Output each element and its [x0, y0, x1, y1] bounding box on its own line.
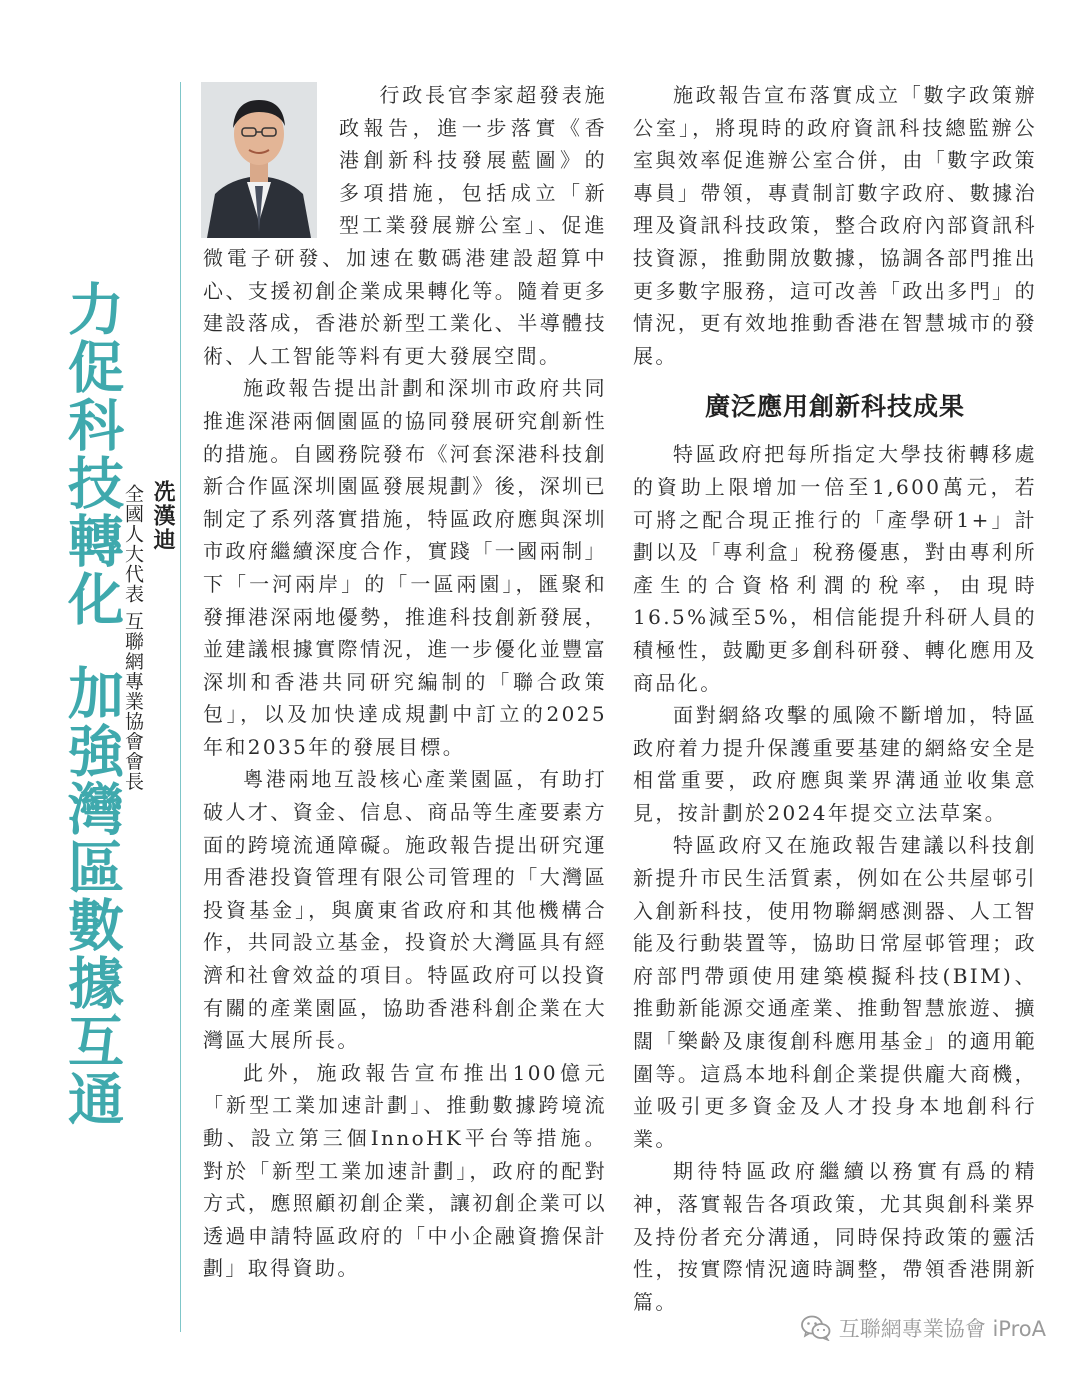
- section-subheading: 廣泛應用創新科技成果: [704, 392, 965, 422]
- paragraph: 特區政府又在施政報告建議以科技創新提升市民生活質素，例如在公共屋邨引入創新科技，使用物聯網感測器、人工智能及行動裝置等，協助日常屋邨管理；政府部門帶頭使用建築模擬科技(BIM)、推動新能源交通產業、推動智慧旅遊、擴闊「樂齡及康復創科應用基金」的適用範圍等。這爲本地科創企業提供龐大商機，並吸引更多資金及人才投身本地創科行業。: [633, 833, 1037, 1151]
- paragraph: 期待特區政府繼續以務實有爲的精神，落實報告各項政策，尤其與創科業界及持份者充分溝通，同時保持政策的靈活性，按實際情況適時調整，帶領香港開新篇。: [633, 1159, 1037, 1314]
- author-title: 全國人大代表 互聯網專業協會會長: [122, 484, 144, 792]
- watermark-text: 互聯網專業協會 iProA: [838, 1317, 1046, 1341]
- author-byline: [122, 480, 178, 960]
- article-column-2: [633, 79, 1037, 1318]
- headline-line-1: 力促科技轉化: [59, 280, 124, 628]
- column-divider-rule: [180, 82, 181, 1332]
- headline-line-2: 加強灣區數據互通: [59, 664, 124, 1128]
- paragraph: 施政報告提出計劃和深圳市政府共同推進深港兩個園區的協同發展研究創新性的措施。自國務院發布《河套深港科技創新合作區深圳園區發展規劃》後，深圳已制定了系列落實措施，特區政府應與深圳市政府繼續深度合作，實踐「一國兩制」下「一河兩岸」的「一區兩園」，匯聚和發揮港深兩地優勢，推進科技創新發展，並建議根據實際情況，進一步優化並豐富深圳和香港共同研究編制的「聯合政策包」，以及加快達成規劃中訂立的2025年和2035年的發展目標。: [203, 376, 607, 759]
- paragraph-text: 行政長官李家超發表施政報告，進一步落實《香港創新科技發展藍圖》的多項措施，包括成立「新型工業發展辦公室」、促進微電子研發、加速在數碼港建設超算中心、支援初創企業成果轉化等。隨着更多建設落成，香港於新型工業化、半導體技術、人工智能等料有更大發展空間。: [203, 83, 607, 368]
- wechat-watermark: [801, 1311, 1046, 1345]
- headline: [50, 280, 124, 1350]
- paragraph: 面對網絡攻擊的風險不斷增加，特區政府着力提升保護重要基建的網絡安全是相當重要，政府應與業界溝通並收集意見，按計劃於2024年提交立法草案。: [633, 703, 1037, 825]
- paragraph: 施政報告宣布落實成立「數字政策辦公室」，將現時的政府資訊科技總監辦公室與效率促進辦公室合併，由「數字政策專員」帶領，專責制訂數字政府、數據治理及資訊科技政策，整合政府內部資訊科技資源，推動開放數據，協調各部門推出更多數字服務，這可改善「政出多門」的情況，更有效地推動香港在智慧城市的發展。: [633, 83, 1037, 368]
- article-column-1: [203, 79, 607, 1285]
- paragraph: 此外，施政報告宣布推出100億元「新型工業加速計劃」、推動數據跨境流動、設立第三個InnoHK平台等措施。對於「新型工業加速計劃」，政府的配對方式，應照顧初創企業，讓初創企業可以透過申請特區政府的「中小企融資擔保計劃」取得資助。: [203, 1060, 607, 1281]
- photo-float-spacer: [203, 79, 339, 239]
- wechat-icon: [801, 1315, 831, 1341]
- paragraph: 特區政府把每所指定大學技術轉移處的資助上限增加一倍至1,600萬元，若可將之配合現正推行的「產學研1+」計劃以及「專利盒」稅務優惠，對由專利所產生的合資格利潤的稅率，由現時16.5%減至5%，相信能提升科研人員的積極性，鼓勵更多創科研發、轉化應用及商品化。: [633, 442, 1037, 695]
- author-name: 冼漢迪: [150, 480, 175, 552]
- paragraph: 粵港兩地互設核心產業園區，有助打破人才、資金、信息、商品等生產要素方面的跨境流通障礙。施政報告提出研究運用香港投資管理有限公司管理的「大灣區投資基金」，與廣東省政府和其他機構合作，共同設立基金，投資於大灣區具有經濟和社會效益的項目。特區政府可以投資有關的產業園區，協助香港科創企業在大灣區大展所長。: [203, 767, 607, 1053]
